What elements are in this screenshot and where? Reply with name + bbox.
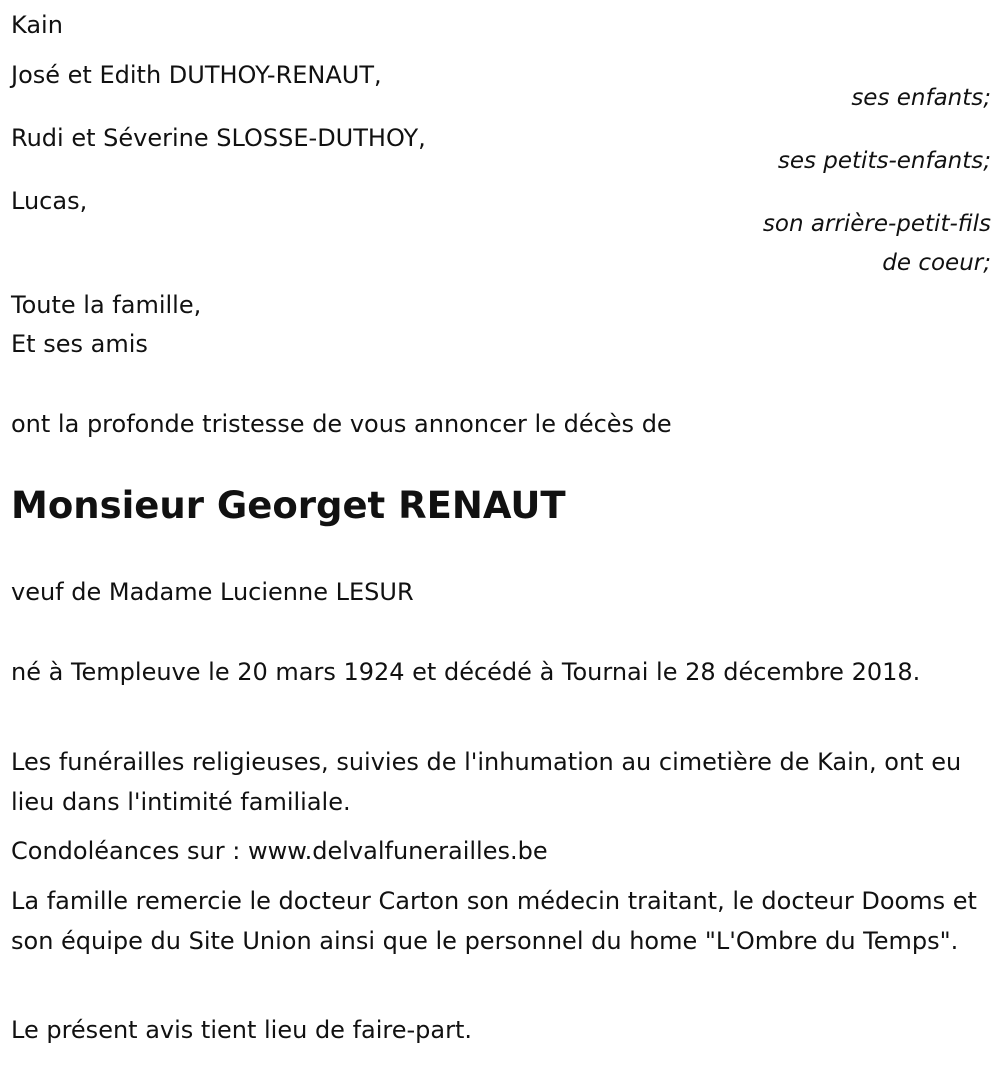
relation-children: ses enfants; [851,85,991,111]
funeral-info: Les funérailles religieuses, suivies de l'inhumation au cimetière de Kain, ont eu lieu dans l'intimité familiale. [11,748,962,816]
thanks: La famille remercie le docteur Carton son médecin traitant, le docteur Dooms et son équipe du Site Union ainsi que le personnel du home "L'Ombre du Temps". [11,887,977,955]
notice: Le présent avis tient lieu de faire-part. [11,1016,473,1044]
relation-great-grandchild-line1: son arrière-petit-fils [762,211,991,237]
birth-death: né à Templeuve le 20 mars 1924 et décédé à Tournai le 28 décembre 2018. [11,658,921,686]
deceased-name: Monsieur Georget RENAUT [11,484,566,527]
others-friends: Et ses amis [11,330,148,358]
family-name-great-grandchild: Lucas, [11,187,88,215]
others-family: Toute la famille, [11,291,202,319]
relation-great-grandchild-line2: de coeur; [882,250,991,276]
family-name-children: José et Edith DUTHOY-RENAUT, [11,61,382,89]
announcement: ont la profonde tristesse de vous annoncer le décès de [11,410,672,438]
relation-grandchildren: ses petits-enfants; [777,148,991,174]
widower-of: veuf de Madame Lucienne LESUR [11,578,414,606]
condolences: Condoléances sur : www.delvalfunerailles.be [11,837,548,865]
family-name-grandchildren: Rudi et Séverine SLOSSE-DUTHOY, [11,124,426,152]
location: Kain [11,11,63,39]
